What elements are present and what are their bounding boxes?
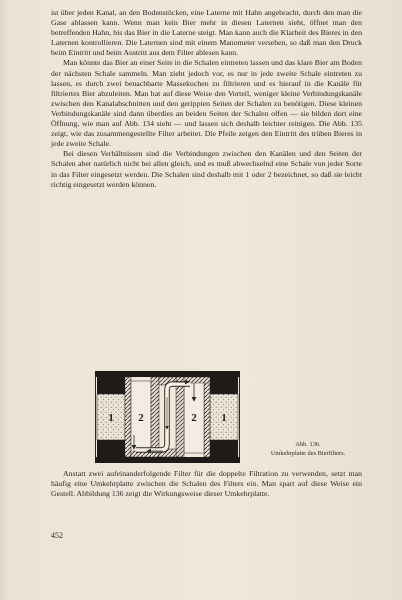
figure-caption: [253, 441, 363, 458]
paragraph: ist über jeden Kanal, an den Bodenstücken, eine Laterne mit Hahn angebracht, durch den man die Gase ablassen kann. Wenn man kein Bier mehr in diesen Laternen sieht, öffnet man den betreffenden Hahn, bis das Bier in die Laterne steigt. Man kann auch die Klarheit des Bieres in den Laternen kontrollieren. Die Laternen sind mit einem Manometer versehen, so daß man den Druck beim Eintritt und beim Austritt aus dem Filter ablesen kann.: [51, 8, 362, 58]
label-1-left: 1: [108, 412, 114, 424]
body-text-top: [51, 8, 362, 190]
paragraph: Man könnte das Bier an einer Seite in die Schalen eintreten lassen und das klare Bier am Boden der nächsten Schale sammeln. Man zieht jedoch vor, es nur in jede zweite Schale eintreten zu lassen, es durch zwei benachbarte Massekuchen zu filtrieren und es hierauf in die Kanäle für filtriertes Bier abzuleiten. Man hat auf diese Weise den Vorteil, weniger kleine Verbindungskanäle zwischen den Kanalabschnitten und den gerippten Seiten der Schalen zu benötigen. Diese kleinen Verbindungskanäle sind dann überdies an beiden Seiten der Schalen offen — sie bilden dort eine Öffnung, wie man auf Abb. 134 sieht — und lassen sich deshalb leichter reinigen. Die Abb. 135 zeigt, wie das zusammengestellte Filter arbeitet. Die Pfeile zeigen den Eintritt des trüben Bieres in jede zweite Schale.: [51, 58, 362, 149]
top-frame-bar: [95, 371, 240, 377]
bottom-frame-bar: [95, 457, 240, 463]
paragraph: Bei diesen Verhältnissen sind die Verbindungen zwischen den Kanälen und den Seiten der Schalen aber natürlich nicht bei allen gleich, und es muß abwechselnd eine Schale von jeder Sorte in das Filter eingesetzt werden. Die Schalen sind deshalb mit 1 oder 2 bezeichnet, so daß sie leicht richtig eingesetzt werden können.: [51, 149, 362, 189]
label-2-left: 2: [138, 412, 144, 424]
body-text-bottom: [51, 469, 362, 499]
label-1-right: 1: [221, 412, 227, 424]
reversing-plate-figure: [95, 371, 240, 463]
figure-title: Umkehrplatte des Bierfilters.: [270, 449, 346, 457]
figure-number: Abb. 136.: [295, 441, 321, 448]
page-number: 452: [51, 531, 63, 540]
paragraph: Anstatt zwei aufeinanderfolgende Filter für die doppelte Filtration zu verwenden, setzt man häufig eine Umkehrplatte zwischen die Schalen des Filters ein. Man spart auf diese Weise ein Gestell. Abbildung 136 zeigt die Wirkungsweise dieser Umkehrplatte.: [51, 469, 362, 499]
label-2-right: 2: [191, 412, 197, 424]
